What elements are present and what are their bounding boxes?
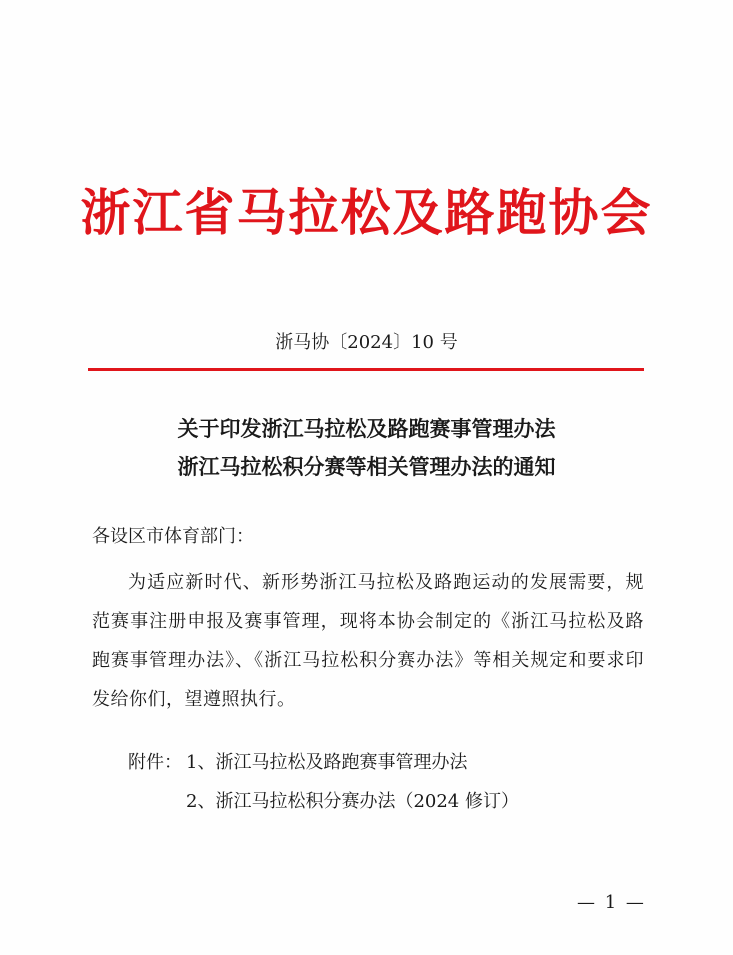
attachments-label: 附件： bbox=[128, 752, 182, 773]
attachments-list bbox=[128, 750, 519, 828]
document-title-line-2: 浙江马拉松积分赛等相关管理办法的通知 bbox=[177, 454, 556, 479]
page-number: — 1 — bbox=[577, 892, 646, 913]
document-title-line-1: 关于印发浙江马拉松及路跑赛事管理办法 bbox=[177, 416, 556, 441]
red-divider-line bbox=[88, 368, 644, 371]
document-number: 浙马协〔2024〕10 号 bbox=[275, 332, 458, 353]
org-letterhead: 浙江省马拉松及路跑协会 bbox=[80, 184, 653, 242]
attachment-item-text: 2、浙江马拉松积分赛办法（2024 修订） bbox=[186, 791, 519, 812]
attachment-item bbox=[128, 750, 519, 789]
attachment-item bbox=[128, 789, 519, 828]
salutation: 各设区市体育部门： bbox=[92, 526, 254, 547]
body-paragraph: 为适应新时代、新形势浙江马拉松及路跑运动的发展需要，规范赛事注册申报及赛事管理，现将本协会制定的《浙江马拉松及路跑赛事管理办法》、《浙江马拉松积分赛办法》等相关规定和要求印发给你们，望遵照执行。 bbox=[92, 572, 644, 710]
attachment-item-text: 1、浙江马拉松及路跑赛事管理办法 bbox=[186, 752, 468, 773]
